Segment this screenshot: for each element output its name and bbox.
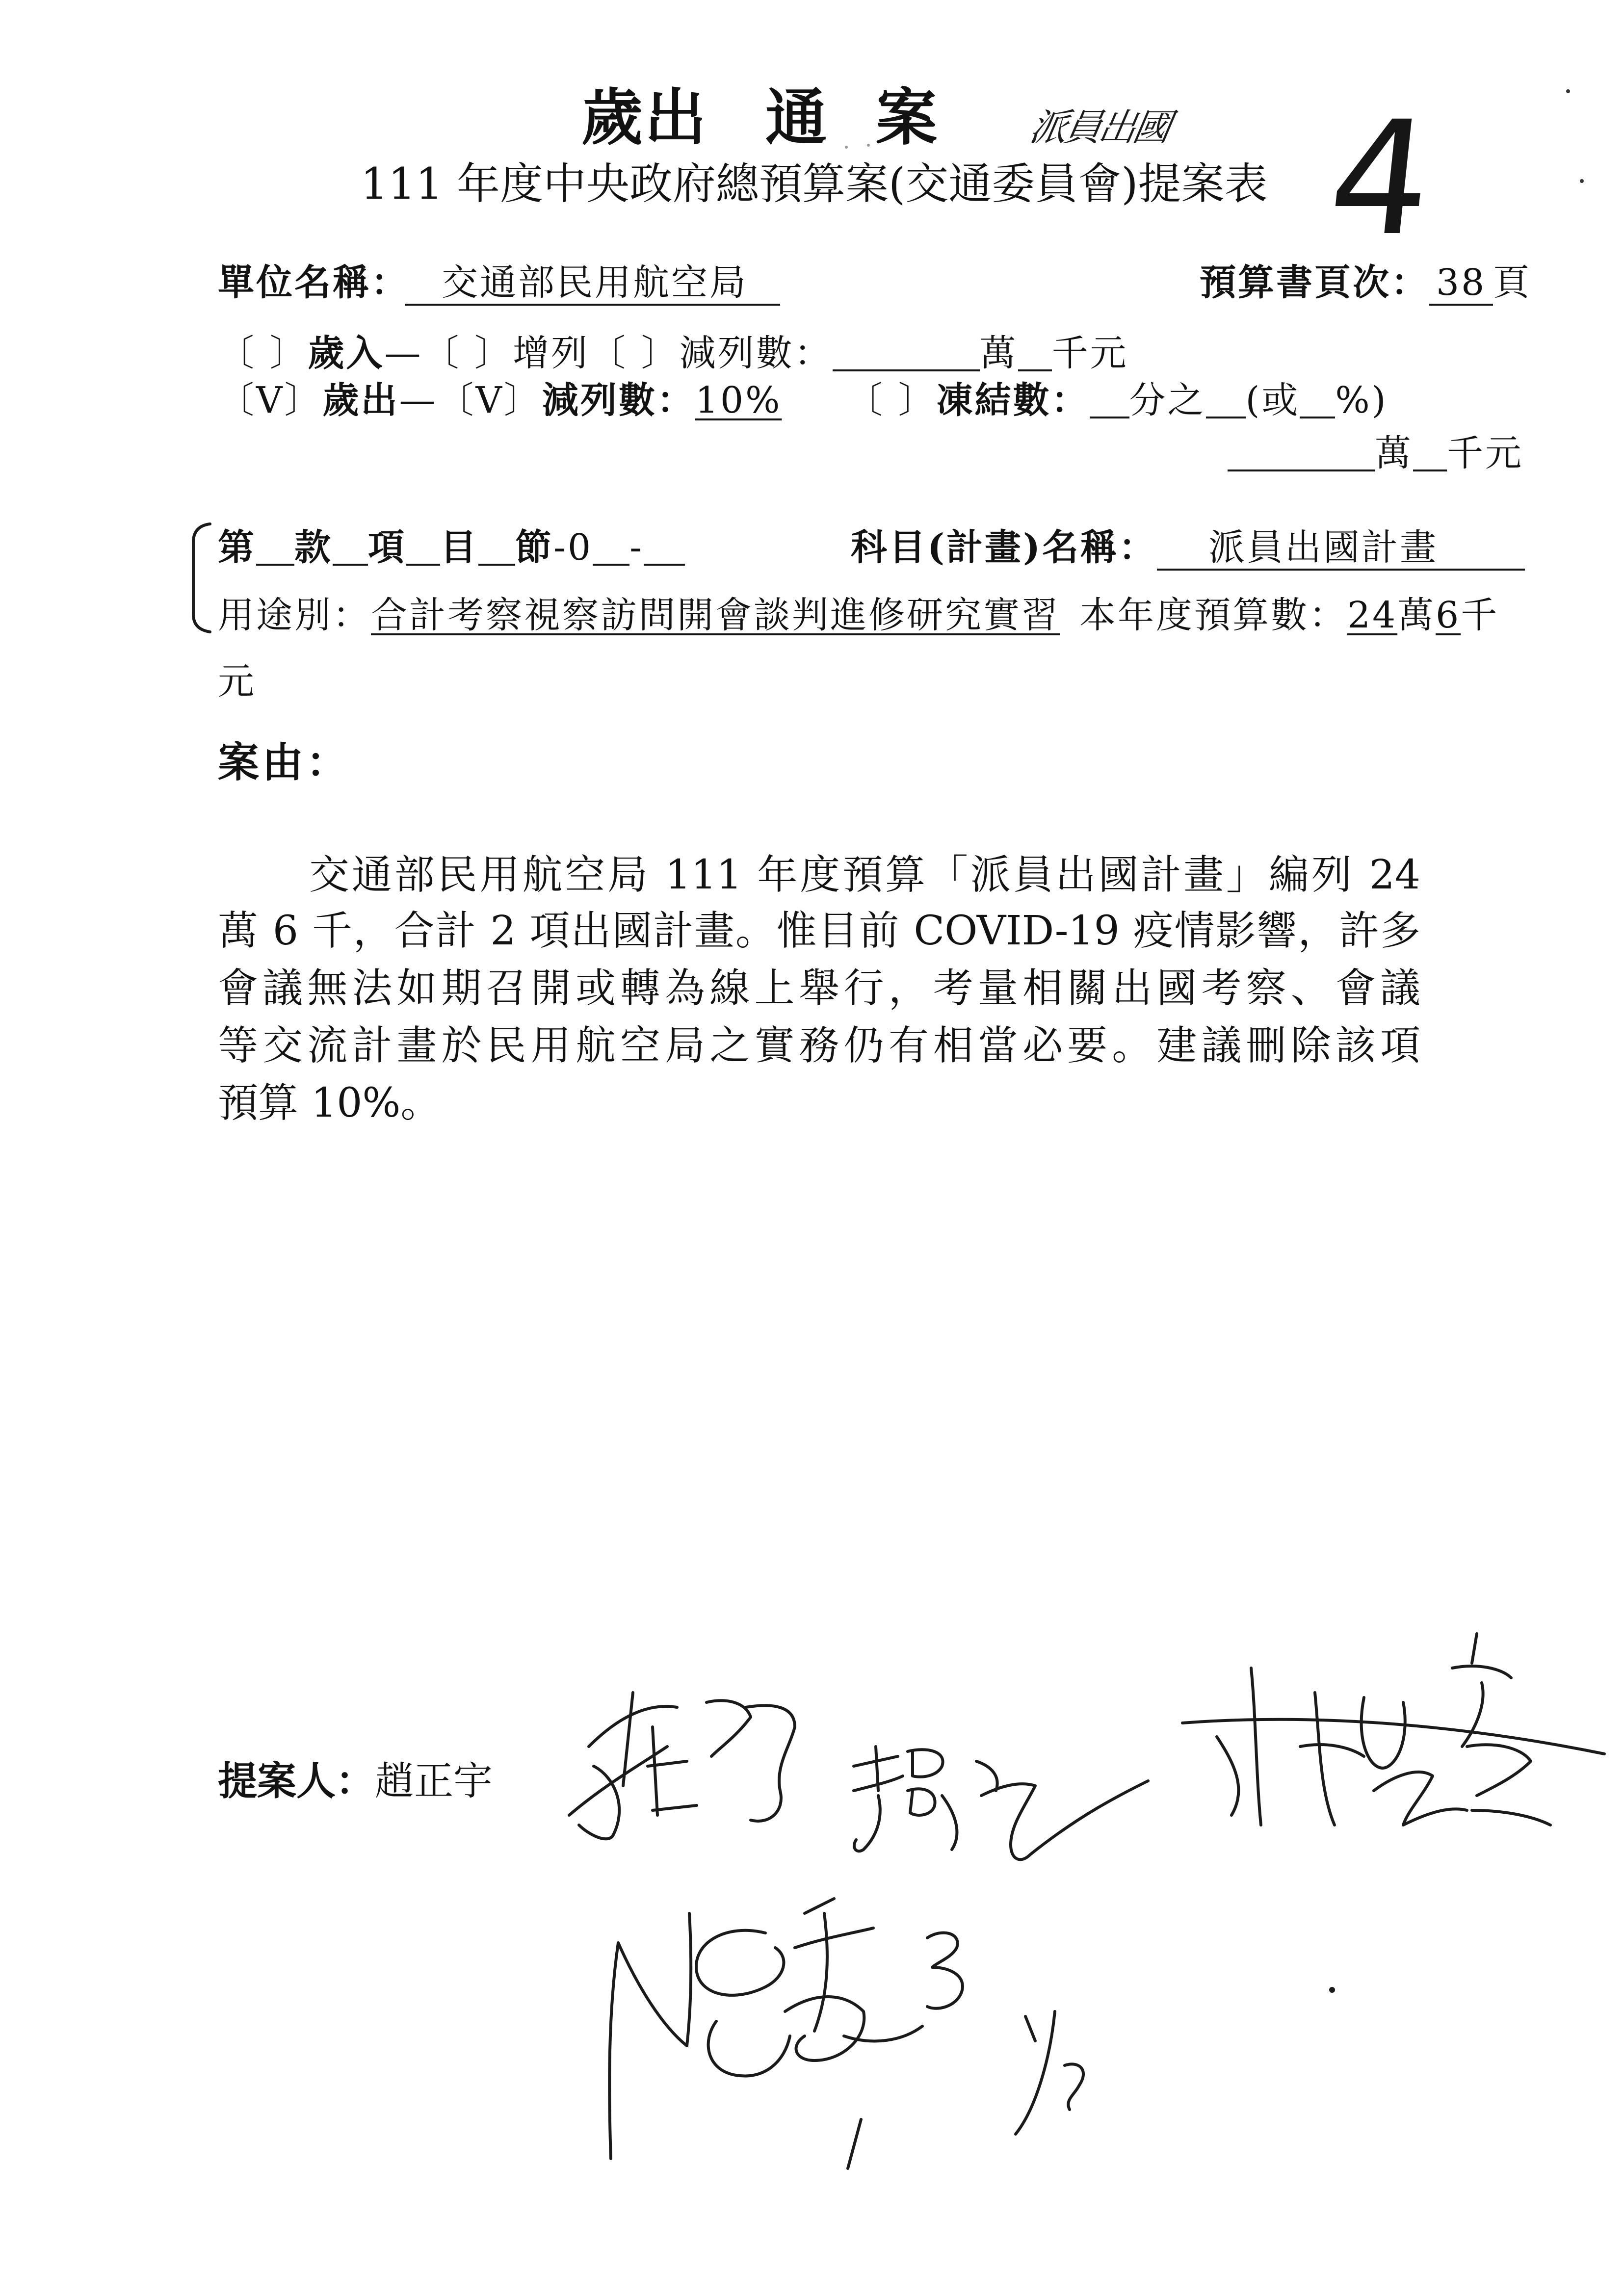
- revenue-dash: —: [384, 332, 423, 374]
- signature-2: [854, 1747, 1148, 1859]
- revenue-wan-unit: 萬: [979, 332, 1018, 374]
- revenue-qian-unit: 千元: [1051, 332, 1128, 374]
- budget-wan-value: 24: [1347, 594, 1398, 636]
- page-ref-suffix: 頁: [1493, 261, 1532, 304]
- class-di: 第: [218, 526, 256, 569]
- handwritten-number: 4: [1321, 88, 1441, 270]
- case-reason-line-4: 等交流計畫於民用航空局之實務仍有相當必要。建議刪除該項: [218, 1022, 1420, 1069]
- class-jie: 節: [515, 526, 553, 569]
- signature-3: [1182, 1634, 1604, 1825]
- handwritten-note: 派員出國: [1026, 105, 1172, 149]
- expenditure-dash: —: [399, 379, 438, 421]
- class-kuan: 款: [294, 526, 333, 569]
- expenditure-checkbox: 〔V〕: [218, 379, 323, 421]
- case-reason-line-5: 預算 10%。: [218, 1080, 441, 1126]
- subject-label: 科目(計畫)名稱：: [851, 526, 1157, 569]
- purpose-value: 合計考察視察訪問開會談判進修研究實習: [371, 594, 1060, 636]
- decrease-label: 減列數：: [679, 332, 833, 374]
- page-ref-label: 預算書頁次：: [1200, 261, 1429, 304]
- title-part-3: 案: [876, 82, 939, 154]
- budget-qian-unit: 千: [1461, 594, 1499, 636]
- freeze-or-open: (或: [1245, 379, 1300, 421]
- signature-4: [609, 1899, 963, 2159]
- expenditure-decrease-value: 10%: [695, 379, 782, 421]
- freeze-checkbox: 〔 〕: [846, 379, 937, 421]
- budget-wan-unit: 萬: [1397, 594, 1436, 636]
- budget-yuan-unit: 元: [218, 660, 256, 703]
- page-ref-value: 38: [1429, 264, 1493, 306]
- scan-specks: [845, 82, 1584, 1993]
- case-reason-heading: 案由：: [218, 738, 351, 786]
- case-reason-line-2: 萬 6 千，合計 2 項出國計畫。惟目前 COVID-19 疫情影響，許多: [218, 908, 1420, 954]
- budget-qian-value: 6: [1436, 594, 1461, 636]
- expenditure-decrease-checkbox: 〔V〕: [437, 379, 542, 421]
- subject-value: 派員出國計畫: [1157, 529, 1525, 571]
- class-dash: -: [629, 526, 644, 569]
- handwritten-marks: [848, 2011, 1083, 2168]
- case-reason-line-3: 會議無法如期召開或轉為線上舉行，考量相關出國考察、會議: [218, 965, 1420, 1012]
- proposer-name: 趙正宇: [375, 1758, 493, 1804]
- title-part-1: 歲出: [581, 82, 708, 154]
- decrease-checkbox: 〔 〕: [589, 332, 680, 374]
- increase-label: 增列: [513, 332, 590, 374]
- purpose-label: 用途別：: [218, 594, 371, 636]
- expenditure-decrease-label: 減列數：: [542, 379, 695, 421]
- freeze-fraction: 分之: [1129, 379, 1206, 421]
- increase-checkbox: 〔 〕: [422, 332, 513, 374]
- unit-label-text: 單位名稱：: [218, 261, 409, 304]
- unit-value: 交通部民用航空局: [405, 264, 780, 306]
- class-xiang: 項: [368, 526, 406, 569]
- class-jie-value: -0: [553, 526, 593, 569]
- freeze-label: 凍結數：: [936, 379, 1090, 421]
- freeze-percent-close: %): [1335, 379, 1388, 421]
- proposer-label: 提案人：: [218, 1758, 375, 1804]
- revenue-label: 歲入: [308, 332, 385, 374]
- freeze-qian-unit: 千元: [1447, 432, 1523, 474]
- title-part-2: 通: [765, 82, 829, 154]
- form-subtitle: 111 年度中央政府總預算案(交通委員會)提案表: [361, 158, 1268, 209]
- section-bracket: [193, 524, 210, 632]
- budget-label: 本年度預算數：: [1079, 594, 1347, 636]
- revenue-checkbox: 〔 〕: [218, 332, 308, 374]
- expenditure-label: 歲出: [322, 379, 399, 421]
- freeze-wan-unit: 萬: [1375, 432, 1413, 474]
- class-mu: 目: [440, 526, 478, 569]
- case-reason-line-1: 交通部民用航空局 111 年度預算「派員出國計畫」編列 24: [309, 852, 1420, 898]
- signature-1: [569, 1693, 795, 1839]
